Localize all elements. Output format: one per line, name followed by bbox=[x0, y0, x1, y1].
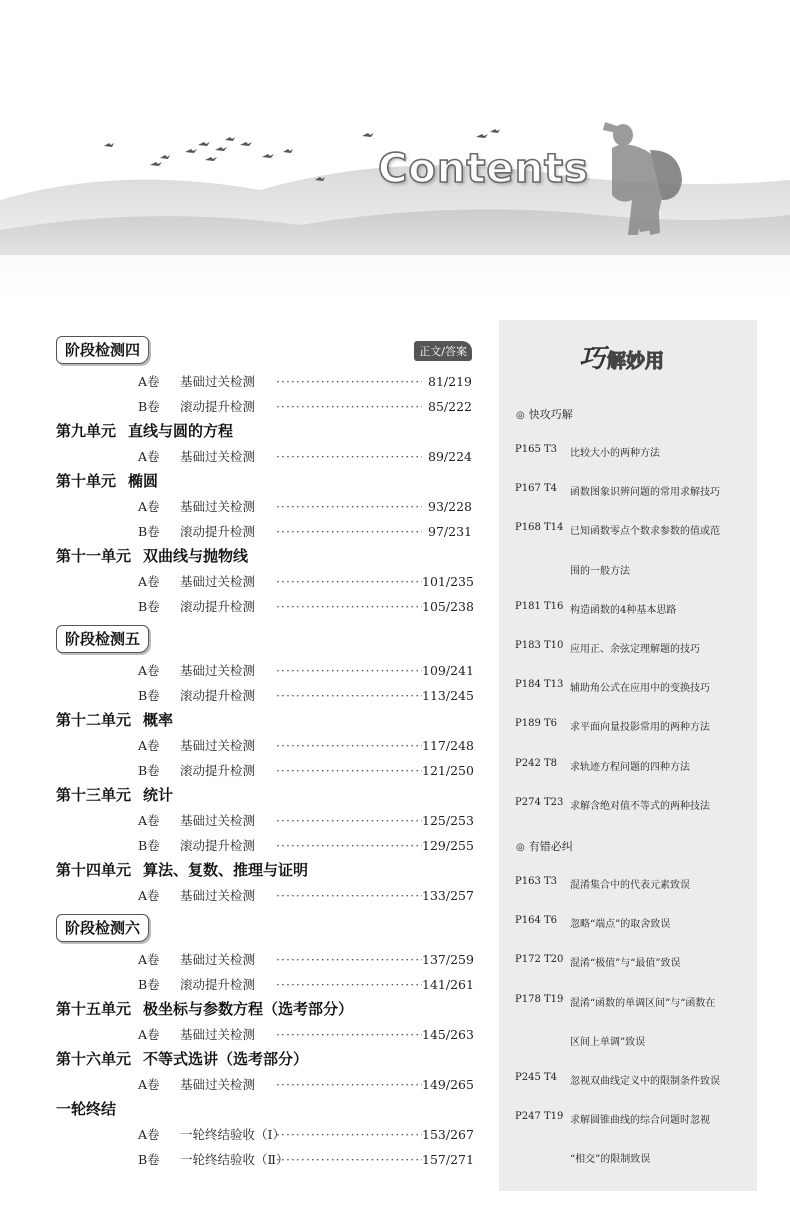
toc-entry[interactable] bbox=[56, 1072, 472, 1097]
entry-title: 基础过关检测 bbox=[180, 449, 256, 464]
entry-title: 滚动提升检测 bbox=[180, 399, 256, 414]
volume-label: B卷 bbox=[138, 1152, 160, 1167]
toc-entry[interactable] bbox=[56, 519, 472, 544]
unit-heading bbox=[56, 1047, 472, 1072]
tip-line bbox=[515, 562, 747, 577]
dot-leader bbox=[272, 594, 422, 619]
page-number: 85/222 bbox=[428, 399, 472, 414]
dot-leader bbox=[272, 519, 422, 544]
dot-leader bbox=[272, 394, 422, 419]
volume-label: A卷 bbox=[138, 1077, 160, 1092]
page-number: 97/231 bbox=[428, 524, 472, 539]
entry-title: 滚动提升检测 bbox=[180, 599, 256, 614]
tip-line bbox=[515, 679, 747, 694]
entry-title: 滚动提升检测 bbox=[180, 688, 256, 703]
toc-entry[interactable] bbox=[56, 1147, 472, 1172]
unit-heading bbox=[56, 858, 472, 883]
unit-heading bbox=[56, 469, 472, 494]
tip-text: 混淆“极值”与“最值”致误 bbox=[570, 958, 681, 970]
entry-title: 基础过关检测 bbox=[180, 813, 256, 828]
entry-title: 一轮终结验收（Ⅰ） bbox=[180, 1127, 285, 1142]
volume-label: B卷 bbox=[138, 524, 160, 539]
volume-label: A卷 bbox=[138, 574, 160, 589]
contents-heading: Contents bbox=[378, 146, 589, 192]
entry-title: 滚动提升检测 bbox=[180, 524, 256, 539]
toc-entry[interactable] bbox=[56, 883, 472, 908]
page-number: 149/265 bbox=[422, 1077, 474, 1092]
page-number: 145/263 bbox=[422, 1027, 474, 1042]
volume-label: A卷 bbox=[138, 1027, 160, 1042]
toc-entry[interactable] bbox=[56, 494, 472, 519]
volume-label: A卷 bbox=[138, 813, 160, 828]
tip-reference: P172 T20 bbox=[515, 954, 564, 966]
tip-text: 区间上单调”致误 bbox=[570, 1036, 646, 1048]
toc-entry[interactable] bbox=[56, 683, 472, 708]
page-number: 105/238 bbox=[422, 599, 474, 614]
tip-line bbox=[515, 758, 747, 773]
volume-label: B卷 bbox=[138, 688, 160, 703]
volume-label: A卷 bbox=[138, 499, 160, 514]
unit-heading bbox=[56, 997, 472, 1022]
table-of-contents bbox=[56, 330, 472, 1172]
unit-number: 第十二单元 bbox=[56, 711, 132, 729]
unit-title: 极坐标与参数方程（选考部分） bbox=[143, 1000, 354, 1018]
page-number: 153/267 bbox=[422, 1127, 474, 1142]
dot-leader bbox=[272, 808, 422, 833]
section-title: 快攻巧解 bbox=[528, 408, 573, 421]
dot-leader bbox=[272, 972, 422, 997]
toc-entry[interactable] bbox=[56, 594, 472, 619]
toc-entry[interactable] bbox=[56, 369, 472, 394]
panel-title-small: 解妙用 bbox=[607, 350, 665, 372]
tip-reference: P189 T6 bbox=[515, 718, 558, 730]
entry-title: 基础过关检测 bbox=[180, 888, 256, 903]
tip-line bbox=[515, 1033, 747, 1048]
unit-number: 一轮终结 bbox=[56, 1100, 117, 1118]
entry-title: 基础过关检测 bbox=[180, 499, 256, 514]
volume-label: A卷 bbox=[138, 449, 160, 464]
tip-reference: P242 T8 bbox=[515, 757, 558, 769]
tip-line bbox=[515, 1111, 747, 1126]
volume-label: A卷 bbox=[138, 888, 160, 903]
toc-entry[interactable] bbox=[56, 758, 472, 783]
entry-title: 基础过关检测 bbox=[180, 952, 256, 967]
entry-title: 基础过关检测 bbox=[180, 1077, 256, 1092]
tip-reference: P181 T16 bbox=[515, 600, 564, 612]
tip-text: “相交”的限制致误 bbox=[570, 1154, 651, 1166]
section-quick-solutions bbox=[516, 406, 573, 422]
dot-leader bbox=[272, 1072, 422, 1097]
tip-line bbox=[515, 1072, 747, 1087]
page-number: 117/248 bbox=[422, 738, 474, 753]
unit-heading bbox=[56, 783, 472, 808]
tip-text: 忽略“端点”的取舍致误 bbox=[570, 919, 671, 931]
entry-title: 一轮终结验收（Ⅱ） bbox=[180, 1152, 289, 1167]
dot-leader bbox=[272, 444, 422, 469]
unit-heading bbox=[56, 708, 472, 733]
tip-text: 求轨迹方程问题的四种方法 bbox=[570, 761, 690, 773]
unit-title: 不等式选讲（选考部分） bbox=[143, 1050, 309, 1068]
tip-text: 求平面向量投影常用的两种方法 bbox=[570, 722, 710, 734]
tip-line bbox=[515, 483, 747, 498]
phase-label: 阶段检测四 bbox=[56, 336, 149, 364]
dot-leader bbox=[272, 733, 422, 758]
header-banner bbox=[0, 0, 790, 300]
tip-indent bbox=[515, 1033, 570, 1048]
toc-entry[interactable] bbox=[56, 444, 472, 469]
dot-leader bbox=[272, 758, 422, 783]
entry-title: 滚动提升检测 bbox=[180, 838, 256, 853]
unit-number: 第九单元 bbox=[56, 422, 117, 440]
tip-line bbox=[515, 444, 747, 459]
tip-line bbox=[515, 954, 747, 969]
entry-title: 基础过关检测 bbox=[180, 574, 256, 589]
dot-leader bbox=[272, 369, 422, 394]
tip-reference: P178 T19 bbox=[515, 993, 564, 1005]
tip-line bbox=[515, 994, 747, 1009]
volume-label: A卷 bbox=[138, 738, 160, 753]
phase-label: 阶段检测六 bbox=[56, 914, 149, 942]
volume-label: A卷 bbox=[138, 663, 160, 678]
volume-label: A卷 bbox=[138, 374, 160, 389]
page-number: 121/250 bbox=[422, 763, 474, 778]
tip-line bbox=[515, 915, 747, 930]
tip-reference: P247 T19 bbox=[515, 1111, 564, 1123]
unit-heading bbox=[56, 1097, 472, 1122]
dot-leader bbox=[272, 494, 422, 519]
page-number: 141/261 bbox=[422, 977, 474, 992]
tip-text: 已知函数零点个数求参数的值或范 bbox=[570, 526, 720, 538]
tip-reference: P165 T3 bbox=[515, 444, 558, 455]
page-number: 157/271 bbox=[422, 1152, 474, 1167]
toc-entry[interactable] bbox=[56, 833, 472, 858]
dot-leader bbox=[272, 1022, 422, 1047]
phase-header bbox=[56, 336, 472, 367]
volume-label: B卷 bbox=[138, 763, 160, 778]
volume-label: B卷 bbox=[138, 399, 160, 414]
column-tag: 正文/答案 bbox=[414, 341, 472, 361]
tip-reference: P167 T4 bbox=[515, 483, 558, 495]
dot-leader bbox=[272, 947, 422, 972]
unit-number: 第十一单元 bbox=[56, 547, 132, 565]
toc-entry[interactable] bbox=[56, 947, 472, 972]
toc-entry[interactable] bbox=[56, 1122, 472, 1147]
tip-reference: P164 T6 bbox=[515, 915, 558, 927]
tip-text: 混淆“函数的单调区间”与“函数在 bbox=[570, 997, 716, 1009]
tip-line bbox=[515, 601, 747, 616]
page-number: 113/245 bbox=[422, 688, 474, 703]
page-number: 101/235 bbox=[422, 574, 474, 589]
unit-title: 椭圆 bbox=[128, 472, 159, 490]
phase-header bbox=[56, 914, 472, 945]
circle-bullet-icon: ◎ bbox=[516, 410, 525, 421]
phase-label: 阶段检测五 bbox=[56, 625, 149, 653]
volume-label: B卷 bbox=[138, 838, 160, 853]
dot-leader bbox=[272, 683, 422, 708]
unit-title: 双曲线与抛物线 bbox=[143, 547, 249, 565]
toc-entry[interactable] bbox=[56, 1022, 472, 1047]
volume-label: A卷 bbox=[138, 1127, 160, 1142]
toc-entry[interactable] bbox=[56, 733, 472, 758]
tip-line bbox=[515, 1150, 747, 1165]
tip-text: 比较大小的两种方法 bbox=[570, 448, 660, 459]
toc-entry[interactable] bbox=[56, 808, 472, 833]
section-title: 有错必纠 bbox=[528, 840, 573, 853]
tip-text: 应用正、余弦定理解题的技巧 bbox=[570, 644, 700, 655]
tip-reference: P245 T4 bbox=[515, 1072, 558, 1083]
tip-reference: P184 T13 bbox=[515, 679, 564, 691]
page-number: 129/255 bbox=[422, 838, 474, 853]
unit-heading bbox=[56, 544, 472, 569]
unit-number: 第十四单元 bbox=[56, 861, 132, 879]
tip-reference: P168 T14 bbox=[515, 522, 564, 534]
dot-leader bbox=[272, 658, 422, 683]
unit-number: 第十六单元 bbox=[56, 1050, 132, 1068]
volume-label: A卷 bbox=[138, 952, 160, 967]
page-number: 137/259 bbox=[422, 952, 474, 967]
unit-title: 直线与圆的方程 bbox=[128, 422, 234, 440]
volume-label: B卷 bbox=[138, 977, 160, 992]
tip-line bbox=[515, 797, 747, 812]
entry-title: 基础过关检测 bbox=[180, 738, 256, 753]
tip-text: 忽视双曲线定义中的限制条件致误 bbox=[570, 1076, 720, 1087]
dot-leader bbox=[272, 833, 422, 858]
page-number: 89/224 bbox=[428, 449, 472, 464]
entry-title: 基础过关检测 bbox=[180, 663, 256, 678]
entry-title: 滚动提升检测 bbox=[180, 977, 256, 992]
volume-label: B卷 bbox=[138, 599, 160, 614]
tip-line bbox=[515, 640, 747, 655]
entry-title: 基础过关检测 bbox=[180, 374, 256, 389]
toc-entry[interactable] bbox=[56, 972, 472, 997]
page-number: 133/257 bbox=[422, 888, 474, 903]
tip-reference: P274 T23 bbox=[515, 796, 564, 808]
unit-title: 概率 bbox=[143, 711, 174, 729]
tip-reference: P183 T10 bbox=[515, 640, 564, 651]
entry-title: 基础过关检测 bbox=[180, 1027, 256, 1042]
dot-leader bbox=[272, 1122, 422, 1147]
tip-text: 构造函数的4种基本思路 bbox=[570, 604, 677, 616]
section-error-correction bbox=[516, 838, 573, 854]
entry-title: 滚动提升检测 bbox=[180, 763, 256, 778]
tip-text: 辅助角公式在应用中的变换技巧 bbox=[570, 683, 710, 695]
phase-header bbox=[56, 625, 472, 656]
panel-title-big: 巧 bbox=[579, 344, 606, 374]
tip-line bbox=[515, 522, 747, 537]
page-number: 93/228 bbox=[428, 499, 472, 514]
unit-number: 第十三单元 bbox=[56, 786, 132, 804]
unit-heading bbox=[56, 419, 472, 444]
page-number: 81/219 bbox=[428, 374, 472, 389]
unit-title: 算法、复数、推理与证明 bbox=[143, 861, 309, 879]
tip-text: 混淆集合中的代表元素致误 bbox=[570, 880, 690, 891]
page-number: 109/241 bbox=[422, 663, 474, 678]
tip-line bbox=[515, 876, 747, 891]
toc-entry[interactable] bbox=[56, 658, 472, 683]
tip-indent bbox=[515, 562, 570, 577]
tip-text: 求解含绝对值不等式的两种技法 bbox=[570, 800, 710, 812]
tip-indent bbox=[515, 1150, 570, 1165]
unit-number: 第十五单元 bbox=[56, 1000, 132, 1018]
circle-bullet-icon: ◎ bbox=[516, 842, 525, 853]
panel-title bbox=[579, 338, 664, 375]
tip-text: 函数图象识辨问题的常用求解技巧 bbox=[570, 487, 720, 499]
tip-line bbox=[515, 718, 747, 733]
page-number: 125/253 bbox=[422, 813, 474, 828]
tip-text: 围的一般方法 bbox=[570, 565, 630, 577]
toc-entry[interactable] bbox=[56, 569, 472, 594]
dot-leader bbox=[272, 883, 422, 908]
toc-entry[interactable] bbox=[56, 394, 472, 419]
tip-text: 求解圆锥曲线的综合问题时忽视 bbox=[570, 1115, 710, 1127]
dot-leader bbox=[272, 1147, 422, 1172]
tip-reference: P163 T3 bbox=[515, 876, 558, 887]
unit-title: 统计 bbox=[143, 786, 174, 804]
unit-number: 第十单元 bbox=[56, 472, 117, 490]
tips-panel bbox=[499, 320, 757, 1191]
dot-leader bbox=[272, 569, 422, 594]
